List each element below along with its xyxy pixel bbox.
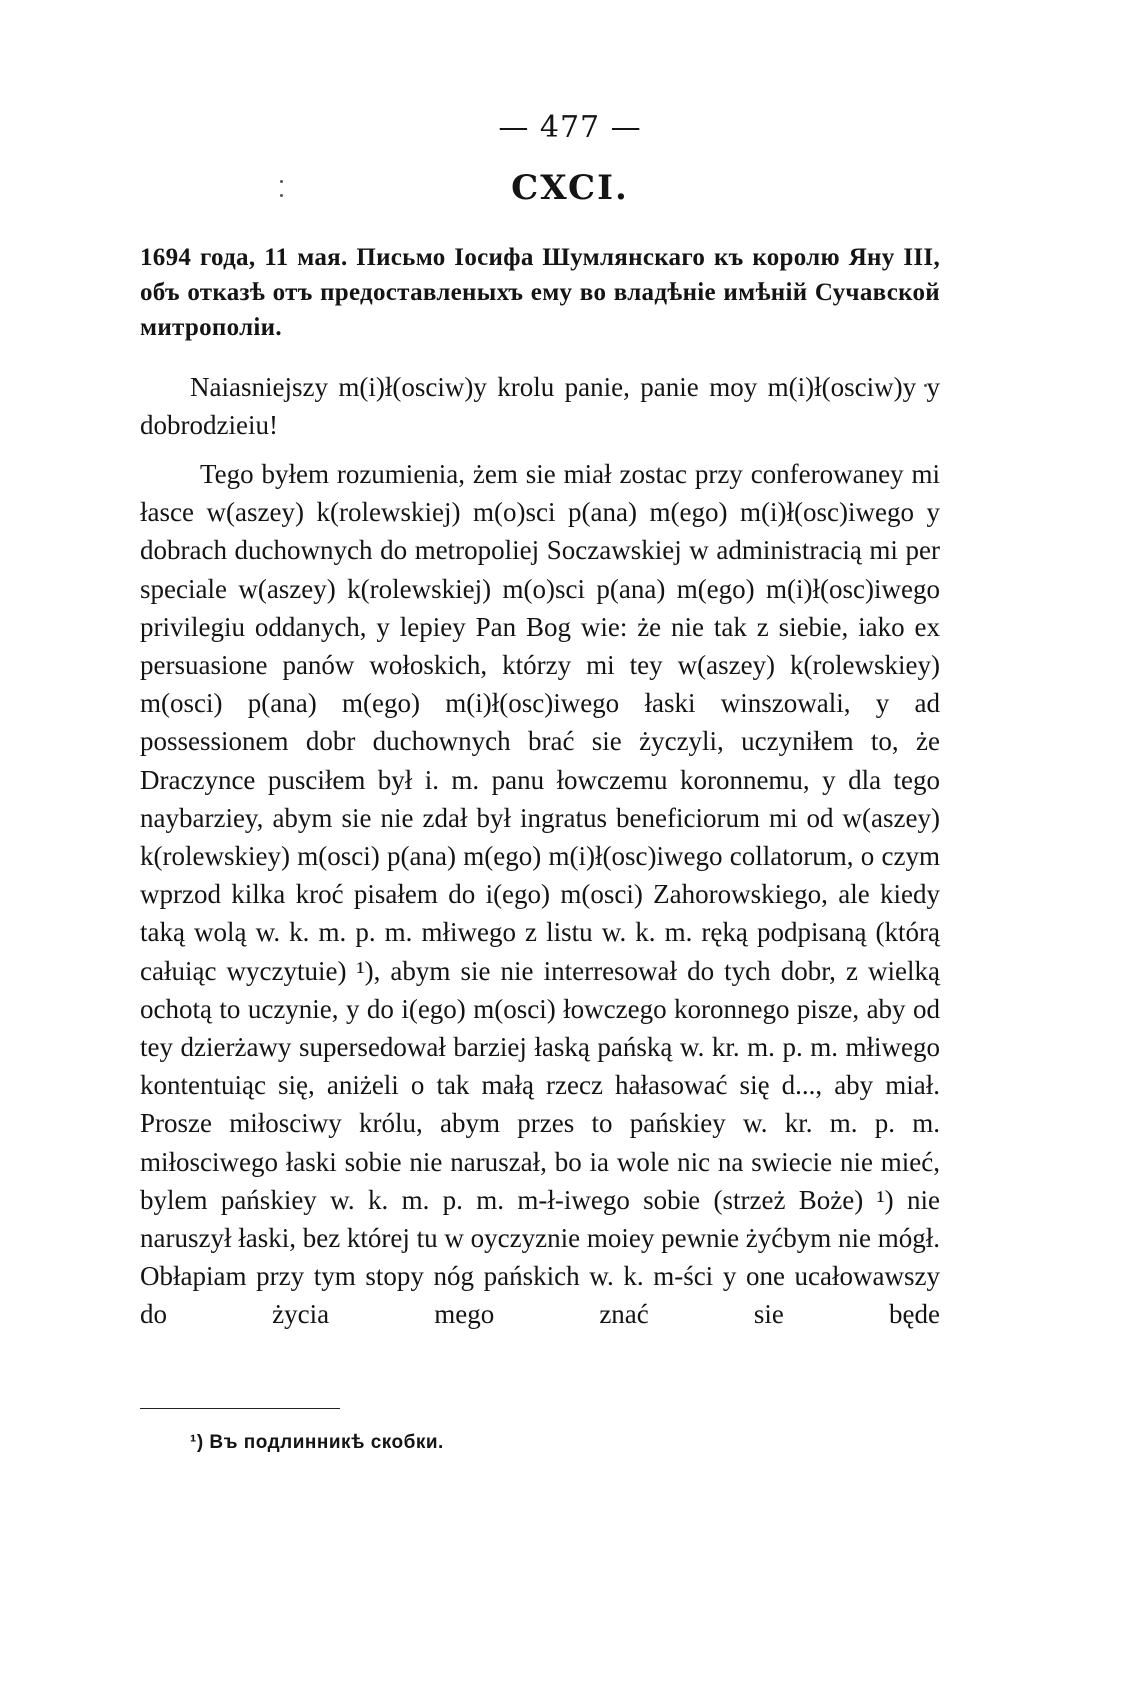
footnote-divider bbox=[140, 1408, 340, 1409]
document-number: CXCI. bbox=[511, 168, 629, 208]
letter-salutation: Naiasniejszy m(i)ł(osciw)y krolu panie, panie moy m(i)ł(osciw)y y dobrodzieiu! bbox=[140, 372, 940, 440]
print-speck bbox=[280, 180, 283, 183]
footnote: ¹) Въ подлинникѣ скобки. bbox=[190, 1432, 444, 1453]
print-speck bbox=[280, 194, 283, 197]
page-number: — 477 — bbox=[498, 110, 642, 145]
document-summary: 1694 года, 11 мая. Письмо Іосифа Шумлянскаго къ королю Яну III, объ отказѣ отъ предоставленыхъ ему во владѣніе имѣній Сучавской митрополіи. bbox=[140, 244, 940, 341]
letter-body: Tego byłem rozumienia, żem sie miał zostac przy conferowaney mi łasce w(aszey) k(rolewskiej) m(o)sci p(ana) m(ego) m(i)ł(osc)iwego y dobrach duchownych do metropoliej Soczawskiej w administracią mi per speciale w(aszey) k(rolewskiej) m(o)sci p(ana) m(ego) m(i)ł(osc)iwego privilegiu oddanych, y lepiey Pan Bog wie: że nie tak z siebie, iako ex persuasione panów wołoskich, którzy mi tey w(aszey) k(rolewskiey) m(osci) p(ana) m(ego) m(i)ł(osc)iwego łaski winszowali, y ad possessionem dobr duchownych brać sie życzyli, uczyniłem to, że Draczynce pusciłem był i. m. panu łowczemu koronnemu, y dla tego naybarziey, abym sie nie zdał był ingratus beneficiorum mi od w(aszey) k(rolewskiey) m(osci) p(ana) m(ego) m(i)ł(osc)iwego collatorum, o czym wprzod kilka kroć pisałem do i(ego) m(osci) Zahorowskiego, ale kiedy taką wolą w. k. m. p. m. młiwego z listu w. k. m. ręką podpisaną (którą całuiąc wyczytuie) ¹), abym sie nie interresował do tych dobr, z wielką ochotą to uczynie, y do i(ego) m(osci) łowczego koronnego pisze, aby od tey dzierżawy supersedował barziej łaską pańską w. kr. m. p. m. młiwego kontentuiąc się, aniżeli o tak małą rzecz hałasować się d..., aby miał. Prosze miłosciwy królu, abym przes to pańskiey w. kr. m. p. m. miłosciwego łaski sobie nie naruszał, bo ia wole nic na swiecie nie mieć, bylem pańskiey w. k. m. p. m. m-ł-iwego sobie (strzeż Boże) ¹) nie naruszył łaski, bez której tu w oyczyznie moiey pewnie żyćbym nie mógł. Obłapiam przy tym stopy nóg pańskich w. k. m-ści y one ucałowawszy do życia mego znać sie będe bbox=[140, 459, 941, 1330]
